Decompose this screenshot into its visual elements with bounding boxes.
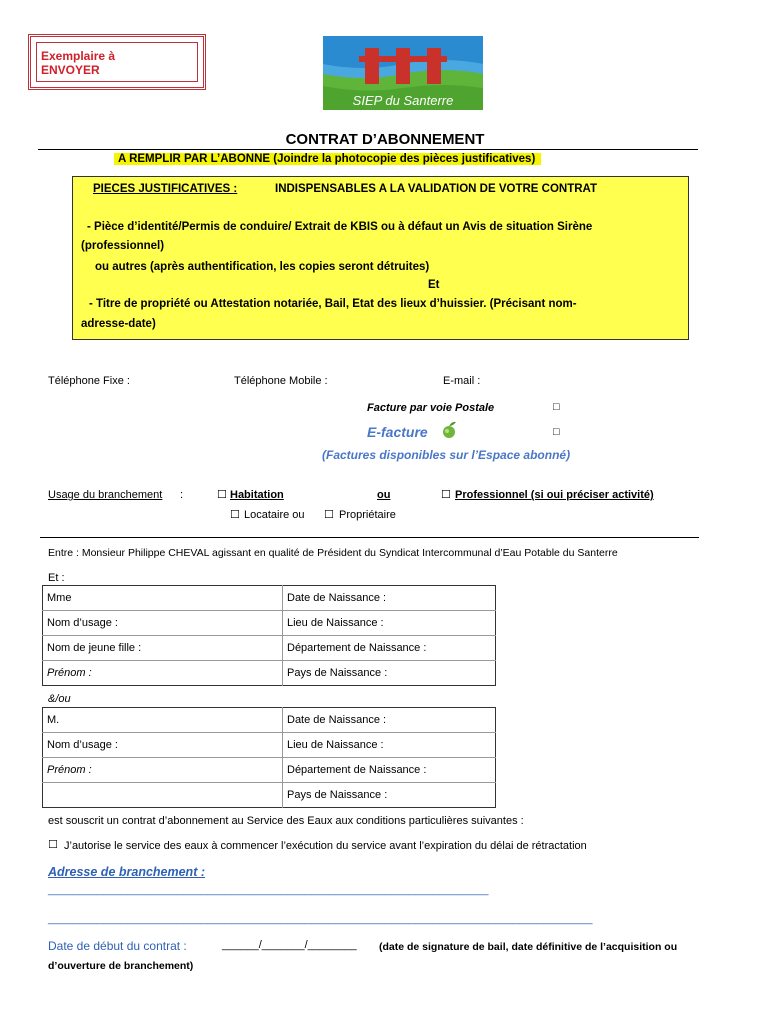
subtitle: A REMPLIR PAR L’ABONNE (Joindre la photocopie des pièces justificatives) xyxy=(114,153,541,165)
efacture-label: E-facture xyxy=(367,424,428,440)
table-row xyxy=(43,586,496,611)
pieces-line-5: - Titre de propriété ou Attestation notariée, Bail, Etat des lieux d’huissier. (Précisant nom- xyxy=(89,298,577,310)
nom-jeune-fille-cell[interactable]: Nom de jeune fille : xyxy=(43,636,283,661)
usage-colon: : xyxy=(180,489,184,501)
prenom-cell[interactable]: Prénom : xyxy=(43,758,283,783)
pays-naissance-cell[interactable]: Pays de Naissance : xyxy=(287,667,388,679)
factures-disponibles: (Factures disponibles sur l’Espace abonné) xyxy=(322,448,571,462)
mme-cell[interactable]: Mme xyxy=(43,586,283,611)
facture-postale-checkbox[interactable]: □ xyxy=(553,401,560,413)
professionnel-label: Professionnel (si oui préciser activité) xyxy=(455,489,654,501)
table-row xyxy=(43,611,496,636)
et-text: Et : xyxy=(48,572,65,584)
proprietaire-checkbox[interactable]: ☐ xyxy=(324,509,334,521)
nom-usage-cell[interactable]: Nom d’usage : xyxy=(43,611,283,636)
habitation-label: Habitation xyxy=(230,489,284,501)
date-debut-detail: (date de signature de bail, date définitive de l’acquisition ou xyxy=(379,941,678,953)
entre-text: Entre : Monsieur Philippe CHEVAL agissant en qualité de Président du Syndicat Intercommunal d’Eau Potable du Santerre xyxy=(48,547,618,559)
adresse-line-1[interactable]: ________________________________________________________________________ xyxy=(48,884,489,896)
lieu-naissance-cell[interactable]: Lieu de Naissance : xyxy=(283,611,496,636)
table-row xyxy=(43,708,496,733)
usage-ou: ou xyxy=(377,489,391,501)
pieces-line-4: Et xyxy=(428,279,440,291)
page-title: CONTRAT D’ABONNEMENT xyxy=(285,131,485,148)
date-debut-blanks[interactable]: ______/_______/________ xyxy=(222,939,357,951)
telephone-mobile-label: Téléphone Mobile : xyxy=(234,375,328,387)
titulaire-1-table xyxy=(42,585,496,686)
title-rule xyxy=(38,149,698,150)
date-naissance-cell[interactable]: Date de Naissance : xyxy=(283,708,496,733)
pieces-heading: INDISPENSABLES A LA VALIDATION DE VOTRE CONTRAT xyxy=(275,183,598,195)
date-debut-detail-2: d’ouverture de branchement) xyxy=(48,960,194,972)
monsieur-cell[interactable]: M. xyxy=(43,708,283,733)
table-row xyxy=(43,661,496,686)
pieces-line-6: adresse-date) xyxy=(81,318,156,330)
globe-eco-icon xyxy=(440,420,458,443)
stamp-line-2: ENVOYER xyxy=(41,63,100,77)
adresse-label: Adresse de branchement : xyxy=(48,865,205,879)
autorise-text: J’autorise le service des eaux à commencer l’exécution du service avant l’expiration du délai de rétractation xyxy=(64,840,587,852)
table-row xyxy=(43,783,496,808)
habitation-checkbox[interactable]: ☐ xyxy=(217,489,227,501)
stamp-exemplaire xyxy=(28,34,206,90)
efacture-checkbox[interactable]: □ xyxy=(553,426,560,438)
departement-naissance-cell[interactable]: Département de Naissance : xyxy=(283,758,496,783)
section-rule xyxy=(40,537,699,538)
table-row xyxy=(43,758,496,783)
professionnel-checkbox[interactable]: ☐ xyxy=(441,489,451,501)
lieu-naissance-cell[interactable]: Lieu de Naissance : xyxy=(283,733,496,758)
empty-cell[interactable] xyxy=(43,783,283,808)
locataire-label: Locataire ou xyxy=(244,509,305,521)
pieces-label: PIECES JUSTIFICATIVES : xyxy=(93,183,238,195)
usage-label: Usage du branchement xyxy=(48,489,163,501)
prenom-cell[interactable]: Prénom : xyxy=(43,661,283,686)
etou-text: &/ou xyxy=(48,693,71,705)
siep-logo xyxy=(323,36,483,110)
stamp-line-1: Exemplaire à xyxy=(41,49,116,63)
date-debut-label: Date de début du contrat : xyxy=(48,939,187,953)
table-row xyxy=(43,636,496,661)
pays-naissance-cell[interactable]: Pays de Naissance : xyxy=(287,789,388,801)
logo-text: SIEP du Santerre xyxy=(352,93,454,108)
facture-postale-label: Facture par voie Postale xyxy=(367,402,495,414)
pieces-justificatives-box xyxy=(72,176,689,340)
titulaire-2-table xyxy=(42,707,496,808)
locataire-checkbox[interactable]: ☐ xyxy=(230,509,240,521)
souscrit-text: est souscrit un contrat d’abonnement au Service des Eaux aux conditions particulières suivantes : xyxy=(48,815,524,827)
date-naissance-cell[interactable]: Date de Naissance : xyxy=(283,586,496,611)
telephone-fixe-label: Téléphone Fixe : xyxy=(48,375,130,387)
nom-usage-cell[interactable]: Nom d’usage : xyxy=(43,733,283,758)
adresse-line-2[interactable]: _________________________________________________________________________________________ xyxy=(48,913,593,925)
email-label: E-mail : xyxy=(443,375,481,387)
autorise-checkbox[interactable]: ☐ xyxy=(48,839,58,851)
pieces-line-3: ou autres (après authentification, les copies seront détruites) xyxy=(95,261,430,273)
departement-naissance-cell[interactable]: Département de Naissance : xyxy=(283,636,496,661)
proprietaire-label: Propriétaire xyxy=(339,509,396,521)
pieces-line-1: - Pièce d’identité/Permis de conduire/ Extrait de KBIS ou à défaut un Avis de situation Sirène xyxy=(87,221,593,233)
table-row xyxy=(43,733,496,758)
pieces-line-2: (professionnel) xyxy=(81,240,165,252)
